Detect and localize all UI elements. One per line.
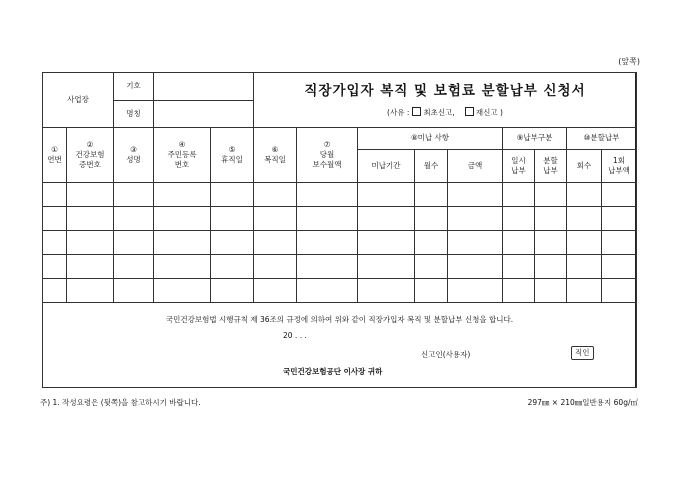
- col-resident-no: ④ 주민등록 번호: [154, 128, 211, 183]
- table-cell[interactable]: [211, 183, 254, 207]
- checkbox-first-report[interactable]: [412, 107, 421, 116]
- table-cell[interactable]: [43, 279, 67, 303]
- table-cell[interactable]: [602, 183, 637, 207]
- table-cell[interactable]: [567, 255, 602, 279]
- table-cell[interactable]: [43, 255, 67, 279]
- col-split-payment: 분할 납부: [535, 150, 567, 183]
- table-cell[interactable]: [503, 207, 535, 231]
- table-cell[interactable]: [448, 183, 503, 207]
- name-label: 명칭: [114, 101, 154, 128]
- form-title: 직장가입자 복직 및 보험료 분할납부 신청서: [304, 83, 586, 100]
- table-cell[interactable]: [297, 279, 358, 303]
- table-cell[interactable]: [254, 279, 297, 303]
- group-payment-type: ⑨납부구분: [503, 128, 567, 150]
- table-cell[interactable]: [154, 183, 211, 207]
- table-cell[interactable]: [602, 255, 637, 279]
- table-cell[interactable]: [67, 231, 114, 255]
- table-cell[interactable]: [415, 255, 448, 279]
- instruction-note: 주) 1. 작성요령은 (뒷쪽)을 참고하시기 바랍니다.: [40, 398, 201, 407]
- table-cell[interactable]: [448, 231, 503, 255]
- table-cell[interactable]: [43, 183, 67, 207]
- table-cell[interactable]: [567, 183, 602, 207]
- table-cell[interactable]: [211, 231, 254, 255]
- table-cell[interactable]: [114, 255, 154, 279]
- col-insurance-no: ② 건강보험 증번호: [67, 128, 114, 183]
- reason-option-re: 재신고 ): [475, 107, 503, 117]
- group-unpaid: ⑧미납 사항: [358, 128, 503, 150]
- table-cell[interactable]: [602, 231, 637, 255]
- title-cell: [254, 73, 637, 128]
- table-cell[interactable]: [114, 183, 154, 207]
- table-cell[interactable]: [503, 255, 535, 279]
- table-cell[interactable]: [254, 231, 297, 255]
- table-row: [43, 183, 637, 207]
- recipient-line: 국민건강보험공단 이사장 귀하: [283, 367, 383, 376]
- col-unpaid-period: 미납기간: [358, 150, 415, 183]
- form-table: [42, 72, 637, 388]
- col-name: ③ 성명: [114, 128, 154, 183]
- signature-block: [43, 303, 637, 388]
- table-cell[interactable]: [67, 207, 114, 231]
- table-cell[interactable]: [254, 183, 297, 207]
- table-cell[interactable]: [415, 279, 448, 303]
- col-count: 회수: [567, 150, 602, 183]
- col-unpaid-amount: 금액: [448, 150, 503, 183]
- statement-text: 국민건강보험법 시행규칙 제 36조의 규정에 의하여 위와 같이 직장가입자 복직 및 분할납부 신청을 합니다.: [165, 315, 514, 324]
- table-row: [43, 279, 637, 303]
- table-cell[interactable]: [448, 255, 503, 279]
- group-installment: ⑩분할납부: [567, 128, 637, 150]
- table-cell[interactable]: [154, 255, 211, 279]
- col-unpaid-months: 월수: [415, 150, 448, 183]
- table-cell[interactable]: [358, 183, 415, 207]
- table-cell[interactable]: [67, 255, 114, 279]
- table-cell[interactable]: [535, 279, 567, 303]
- col-per-payment: 1회 납부액: [602, 150, 637, 183]
- table-cell[interactable]: [43, 231, 67, 255]
- seal-mark: 직인: [571, 346, 594, 360]
- table-cell[interactable]: [503, 183, 535, 207]
- table-cell[interactable]: [254, 207, 297, 231]
- table-cell[interactable]: [67, 279, 114, 303]
- table-cell[interactable]: [567, 279, 602, 303]
- page-side-note: (앞쪽): [618, 57, 640, 66]
- table-cell[interactable]: [535, 255, 567, 279]
- table-cell[interactable]: [254, 255, 297, 279]
- table-cell[interactable]: [415, 207, 448, 231]
- applicant-label: 신고인(사용자): [421, 350, 471, 359]
- table-cell[interactable]: [535, 183, 567, 207]
- col-return-date: ⑥ 복직일: [254, 128, 297, 183]
- col-seq: ① 연번: [43, 128, 67, 183]
- table-cell[interactable]: [114, 231, 154, 255]
- table-cell[interactable]: [503, 279, 535, 303]
- table-cell[interactable]: [297, 207, 358, 231]
- table-cell[interactable]: [567, 207, 602, 231]
- paper-spec-note: 297㎜ × 210㎜일반용지 60g/㎡: [527, 398, 638, 407]
- table-cell[interactable]: [535, 207, 567, 231]
- table-cell[interactable]: [358, 231, 415, 255]
- table-cell[interactable]: [297, 183, 358, 207]
- table-cell[interactable]: [43, 207, 67, 231]
- table-cell[interactable]: [211, 255, 254, 279]
- table-cell[interactable]: [602, 207, 637, 231]
- table-cell[interactable]: [358, 207, 415, 231]
- col-lump-sum: 일시 납부: [503, 150, 535, 183]
- table-cell[interactable]: [415, 183, 448, 207]
- table-cell[interactable]: [114, 207, 154, 231]
- table-cell[interactable]: [448, 207, 503, 231]
- reason-prefix: (사유 :: [387, 107, 410, 117]
- symbol-label: 기호: [114, 73, 154, 101]
- reason-option-first: 최초신고,: [423, 107, 455, 117]
- table-cell[interactable]: [448, 279, 503, 303]
- table-cell[interactable]: [154, 279, 211, 303]
- name-field[interactable]: [154, 101, 254, 128]
- table-cell[interactable]: [567, 231, 602, 255]
- table-row: [43, 255, 637, 279]
- date-line[interactable]: 20 . . .: [283, 331, 307, 340]
- col-leave-date: ⑤ 휴직일: [211, 128, 254, 183]
- table-cell[interactable]: [297, 255, 358, 279]
- table-cell[interactable]: [602, 279, 637, 303]
- table-cell[interactable]: [114, 279, 154, 303]
- business-label: 사업장: [43, 73, 114, 128]
- table-cell[interactable]: [211, 279, 254, 303]
- table-cell[interactable]: [154, 231, 211, 255]
- table-cell[interactable]: [535, 231, 567, 255]
- application-form: [42, 72, 636, 388]
- table-cell[interactable]: [297, 231, 358, 255]
- checkbox-re-report[interactable]: [465, 107, 474, 116]
- table-cell[interactable]: [67, 183, 114, 207]
- table-row: [43, 207, 637, 231]
- reason-line: [254, 107, 636, 118]
- table-cell[interactable]: [154, 207, 211, 231]
- table-cell[interactable]: [503, 231, 535, 255]
- table-cell[interactable]: [358, 279, 415, 303]
- col-monthly-pay: ⑦ 당월 보수월액: [297, 128, 358, 183]
- table-row: [43, 231, 637, 255]
- table-cell[interactable]: [415, 231, 448, 255]
- symbol-field[interactable]: [154, 73, 254, 101]
- table-cell[interactable]: [358, 255, 415, 279]
- table-cell[interactable]: [211, 207, 254, 231]
